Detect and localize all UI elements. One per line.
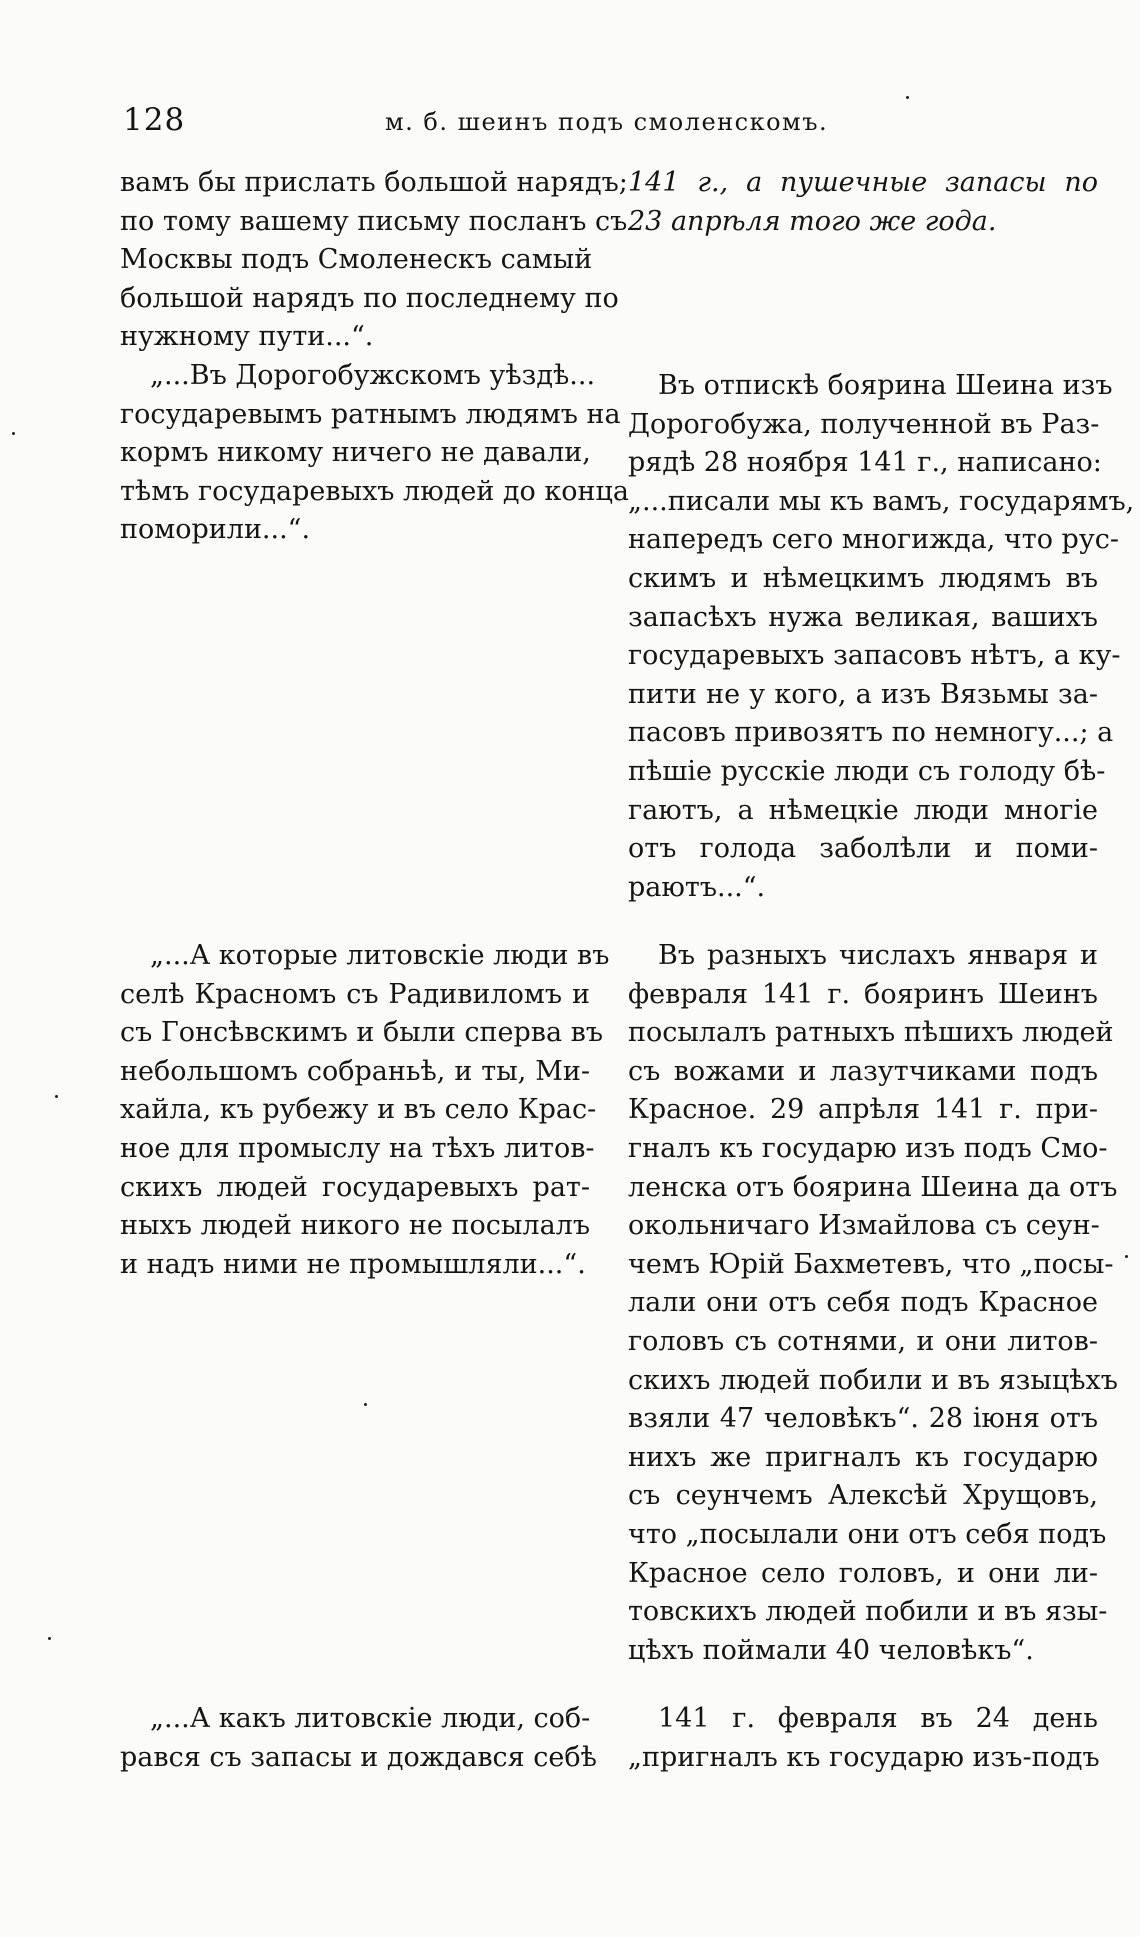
text-line: хайла, къ рубежу и въ село Крас- [120,1094,597,1126]
text-line: большой нарядъ по последнему по [120,282,619,314]
paragraph [120,357,629,550]
text-line: скимъ и нѣмецкимъ людямъ въ [628,562,1098,594]
text-line: что „посылали они отъ себя подъ [628,1518,1107,1550]
text-line: товскихъ людей побили и въ язы- [628,1596,1108,1628]
paragraph [628,164,1098,241]
text-line: вамъ бы прислать большой нарядъ; [120,167,628,198]
text-line: государевыхъ запасовъ нѣтъ, а ку- [628,640,1121,672]
text-line: тѣмъ государевыхъ людей до конца [120,475,629,507]
text-line: государевымъ ратнымъ людямъ на [120,398,621,430]
page-header [0,102,1140,142]
text-line: кормъ никому ничего не давали, [120,437,591,469]
text-line: небольшомъ собраньѣ, и ты, Ми- [120,1055,590,1087]
text-line: и надъ ними не промышляли...“. [120,1248,586,1280]
text-line: Красное село головъ, и они ли- [628,1557,1098,1589]
text-line: ныхъ людей никого не посылалъ [120,1210,590,1242]
text-line: скихъ людей побили и въ языцѣхъ [628,1364,1118,1396]
text-line: февраля 141 г. бояринъ Шеинъ [628,978,1098,1010]
text-line: по тому вашему письму посланъ съ [120,205,628,237]
text-line: Въ разныхъ числахъ января и [658,940,1098,971]
text-line: Красное. 29 апрѣля 141 г. при- [628,1094,1098,1126]
text-line: „...писали мы къ вамъ, государямъ, [628,485,1135,517]
scan-speck [364,1403,367,1406]
paragraph [628,937,1118,1670]
scan-speck [55,1095,58,1098]
text-line: „пригналъ къ государю изъ-подъ [628,1741,1100,1773]
scan-speck [906,96,909,99]
text-line: рався съ запасы и дождався себѣ [120,1741,597,1773]
text-line: чемъ Юрій Бахметевъ, что „посы- [628,1248,1114,1280]
text-line: нужному пути...“. [120,321,374,353]
text-line: 141 г., а пушечные запасы по [628,167,1098,198]
text-line: гналъ къ государю изъ подъ Смо- [628,1132,1108,1164]
scan-speck [12,432,15,435]
paragraph [120,164,628,357]
text-line: „...Въ Дорогобужскомъ уѣздѣ... [150,360,596,391]
text-line: запасѣхъ нужа великая, вашихъ [628,601,1098,633]
text-line: нихъ же пригналъ къ государю [628,1441,1098,1473]
text-line: Въ отпискѣ боярина Шеина изъ [658,370,1113,401]
paragraph [120,1700,597,1777]
text-line: пасовъ привозятъ по немногу...; а [628,717,1114,749]
text-line: съ вожами и лазутчиками подъ [628,1055,1098,1087]
paragraph [120,937,610,1284]
text-line: лали они отъ себя подъ Красное [628,1287,1098,1319]
text-line: пити не у кого, а изъ Вязьмы за- [628,678,1098,710]
scan-speck [1125,1255,1128,1258]
text-line: взяли 47 человѣкъ“. 28 іюня отъ [628,1403,1098,1435]
text-line: скихъ людей государевыхъ рат- [120,1171,590,1203]
text-line: 141 г. февраля въ 24 день [658,1703,1098,1734]
page-number: 128 [123,102,186,138]
running-title: м. б. шеинъ подъ смоленскомъ. [385,108,829,136]
text-line: съ Гонсѣвскимъ и были сперва въ [120,1017,604,1049]
text-line: цѣхъ поймали 40 человѣкъ“. [628,1634,1034,1666]
text-line: посылалъ ратныхъ пѣшихъ людей [628,1017,1114,1049]
text-line: „...А которые литовскіе люди въ [150,940,610,971]
text-line: головъ съ сотнями, и они литов- [628,1325,1098,1357]
text-line: гаютъ, а нѣмецкіе люди многіе [628,794,1098,826]
text-line: поморили...“. [120,514,311,546]
scan-speck [48,1637,51,1640]
text-line: раютъ...“. [628,871,766,903]
text-line: „...А какъ литовскіе люди, соб- [150,1703,591,1734]
text-line: отъ голода заболѣли и поми- [628,833,1098,865]
text-line: окольничаго Измайлова съ сеун- [628,1210,1100,1242]
text-line: пѣшіе русскіе люди съ голоду бѣ- [628,755,1106,787]
text-line: рядѣ 28 ноября 141 г., написано: [628,447,1102,479]
text-line: ное для промыслу на тѣхъ литов- [120,1132,595,1164]
text-line: селѣ Красномъ съ Радивиломъ и [120,978,590,1010]
text-line: напередъ сего многижда, что рус- [628,524,1119,556]
text-line: Дорогобужа, полученной въ Раз- [628,408,1100,440]
text-line: Москвы подъ Смоленескъ самый [120,244,593,276]
paragraph [628,367,1135,907]
text-line: 23 апрѣля того же года. [628,205,997,237]
text-line: ленска отъ боярина Шеина да отъ [628,1171,1118,1203]
text-line: съ сеунчемъ Алексѣй Хрущовъ, [628,1480,1098,1512]
paragraph [628,1700,1098,1777]
